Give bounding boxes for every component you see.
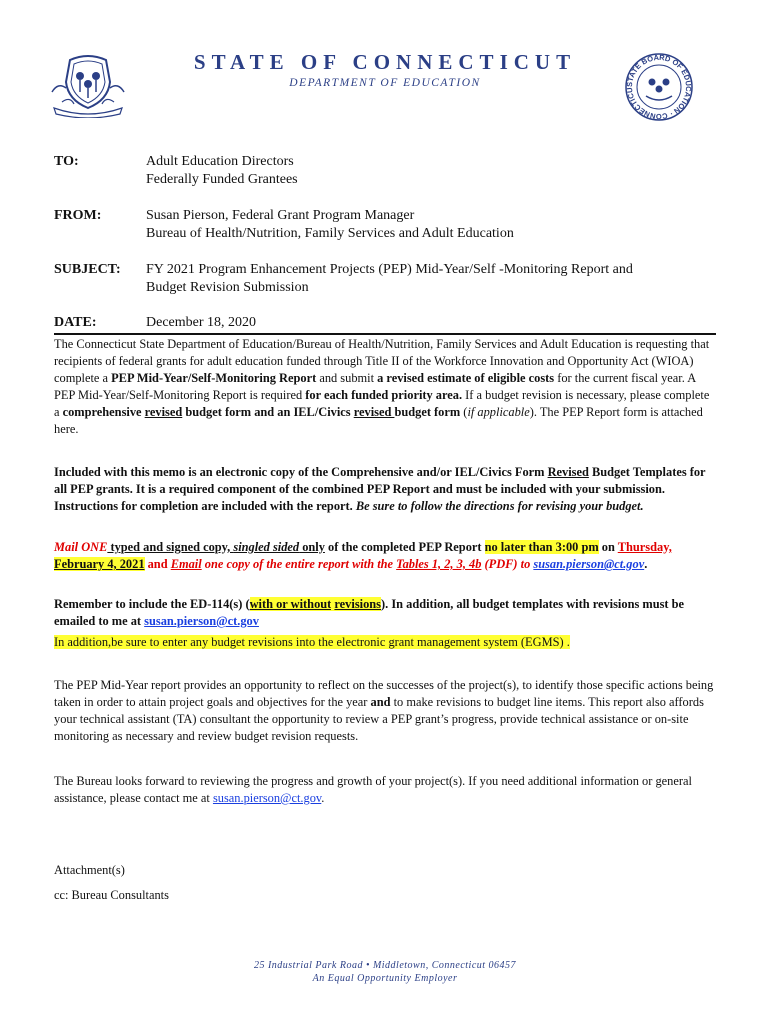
subject-line: Budget Revision Submission xyxy=(146,280,309,295)
text-run: to make revisions to budget line items. This report also affords your technical assistant (TA) consultant the opportunity to review a PEP grant’s progress, provide technical assistance or on-site monitoring as necessary and review budget revision requests. xyxy=(54,695,704,743)
subject-label: SUBJECT: xyxy=(54,262,121,277)
text-run: and xyxy=(370,695,391,709)
text-run: revised xyxy=(353,405,395,419)
footer-equal-opportunity: An Equal Opportunity Employer xyxy=(312,973,458,984)
text-run: a revised estimate of eligible costs xyxy=(377,371,555,385)
templates-paragraph xyxy=(54,464,716,515)
subject-text xyxy=(146,261,633,297)
text-run: revised xyxy=(144,405,183,419)
cc-note: cc: Bureau Consultants xyxy=(54,888,169,902)
text-run: one copy of the entire report with the xyxy=(201,557,397,571)
from-line: Susan Pierson, Federal Grant Program Manager xyxy=(146,208,415,223)
to-line: Adult Education Directors xyxy=(146,154,294,169)
text-run: and submit xyxy=(316,371,378,385)
text-run: comprehensive xyxy=(62,405,145,419)
footer-address: 25 Industrial Park Road • Middletown, Connecticut 06457 xyxy=(253,960,517,971)
state-title: STATE OF CONNECTICUT xyxy=(193,50,577,74)
attachments-note: Attachment(s) xyxy=(54,863,125,877)
text-run: and xyxy=(144,557,171,571)
text-run: for the current fiscal year. A PEP Mid-Year/Self-Monitoring Report is required xyxy=(54,371,696,402)
text-run: If a budget revision is necessary, please complete a xyxy=(54,388,710,419)
seal-ring-text: STATE BOARD OF EDUCATION · CONNECTICU xyxy=(624,52,694,122)
text-run: ). In addition, all budget templates with revisions must be emailed to me at xyxy=(54,597,685,628)
text-run: typed and signed copy, xyxy=(107,540,234,554)
to-line: Federally Funded Grantees xyxy=(146,172,298,187)
text-run: on xyxy=(598,540,618,554)
text-run: with or without xyxy=(249,597,332,611)
text-run: Thursday, xyxy=(617,540,672,554)
email-link[interactable]: susan.pierson@ct.gov xyxy=(144,614,259,628)
text-run: budget form and an IEL/Civics xyxy=(182,405,354,419)
text-run: if applicable xyxy=(467,405,530,419)
deadline-highlight: no later than 3:00 pm xyxy=(484,540,599,554)
to-label: TO: xyxy=(54,154,79,169)
text-run: budget form xyxy=(394,405,461,419)
contact-paragraph xyxy=(54,773,716,807)
text-run: Included with this memo is an electronic copy of the Comprehensive and/or IEL/Civics Form xyxy=(54,465,548,479)
text-run: Budget Templates for all PEP grants. It is a required component of the combined PEP Report and must be included with your submission. Instructions for completion are included with the report. xyxy=(54,465,706,513)
date-value: December 18, 2020 xyxy=(146,315,257,330)
text-run: Tables 1, 2, 3, 4b xyxy=(396,557,482,571)
intro-paragraph xyxy=(54,336,716,438)
header-divider xyxy=(54,333,716,335)
from-line: Bureau of Health/Nutrition, Family Services and Adult Education xyxy=(146,226,514,241)
egms-paragraph xyxy=(54,634,716,651)
text-run: . xyxy=(321,791,325,805)
subject-line: FY 2021 Program Enhancement Projects (PEP) Mid-Year/Self -Monitoring Report and xyxy=(146,262,633,277)
board-of-education-seal-icon xyxy=(624,52,694,122)
text-run: of the completed PEP Report xyxy=(324,540,485,554)
text-run: Remember to include the ED-114(s) ( xyxy=(54,597,250,611)
text-run: (PDF) to xyxy=(481,557,534,571)
text-run: Be sure to follow the directions for revising your budget. xyxy=(355,499,644,513)
text-run: ( xyxy=(460,405,468,419)
text-run: ). The PEP Report form is attached here. xyxy=(54,405,703,436)
egms-highlight: In addition,be sure to enter any budget revisions into the electronic grant management system (EGMS) . xyxy=(54,635,570,649)
text-run: singled sided xyxy=(233,540,300,554)
text-run: Email xyxy=(170,557,202,571)
text-run: only xyxy=(299,540,325,554)
from-label: FROM: xyxy=(54,208,102,223)
text-run: revisions xyxy=(334,597,381,611)
email-link[interactable]: susan.pierson@ct.gov xyxy=(212,791,322,805)
report-purpose-paragraph xyxy=(54,677,716,745)
text-run: Mail ONE xyxy=(54,540,108,554)
due-date-highlight: February 4, 2021 xyxy=(54,557,145,571)
text-run: PEP Mid-Year/Self-Monitoring Report xyxy=(111,371,317,385)
text-run: . xyxy=(644,557,648,571)
department-subtitle: DEPARTMENT OF EDUCATION xyxy=(289,77,481,89)
mailing-instructions-paragraph xyxy=(54,539,716,573)
text-run: The PEP Mid-Year report provides an opportunity to reflect on the successes of the project(s), to identify those specific actions being taken in order to attain project goals and objectives for the year xyxy=(54,678,714,709)
email-link[interactable]: susan.pierson@ct.gov xyxy=(533,557,645,571)
text-run: for each funded priority area. xyxy=(305,388,463,402)
ed114-reminder-paragraph xyxy=(54,596,716,630)
from-sender xyxy=(146,207,514,243)
text-run: The Connecticut State Department of Education/Bureau of Health/Nutrition, Family Services and Adult Education is requesting that recipients of federal grants for adult education funded through Title II of the Workforce Innovation and Opportunity Act (WIOA) complete a xyxy=(54,337,710,385)
text-run: The Bureau looks forward to reviewing the progress and growth of your project(s). If you need additional information or general assistance, please contact me at xyxy=(54,774,692,805)
to-recipients xyxy=(146,153,298,189)
date-label: DATE: xyxy=(54,315,97,330)
text-run: Revised xyxy=(547,465,589,479)
